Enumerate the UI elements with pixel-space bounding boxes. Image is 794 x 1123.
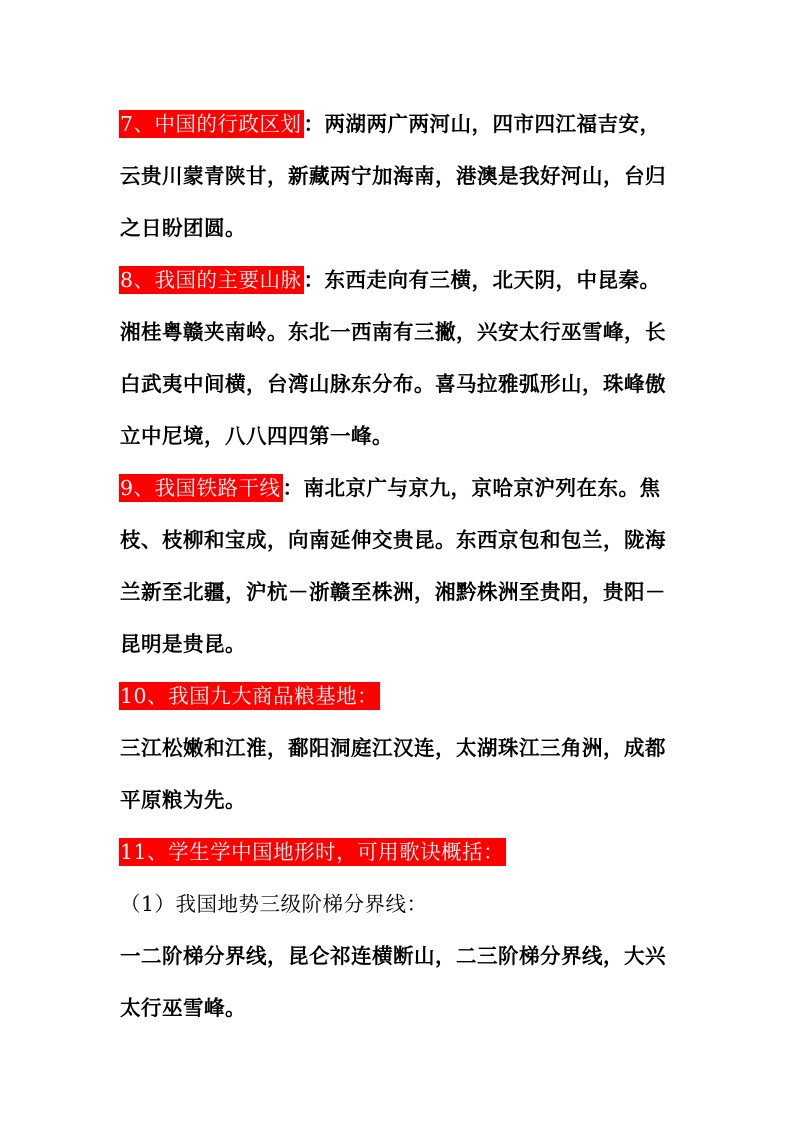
section-7-heading-suffix: ：两湖两广两河山，四市四江福吉安， [303, 112, 661, 136]
section-9-line-3: 昆明是贵昆。 [120, 632, 246, 656]
section-11-heading: 11、学生学中国地形时，可用歌诀概括： [120, 840, 505, 864]
section-11-sub-heading: （1）我国地势三级阶梯分界线： [120, 892, 428, 916]
document-page [120, 104, 680, 1040]
section-10-line-2: 平原粮为先。 [120, 788, 246, 812]
section-7-heading: 7、中国的行政区划 [120, 112, 302, 136]
section-10-line-1: 三江松嫩和江淮，鄱阳洞庭江汉连，太湖珠江三角洲，成都 [120, 736, 666, 760]
section-8-heading-suffix: ：东西走向有三横，北天阴，中昆秦。 [303, 268, 661, 292]
section-11-line-1: 一二阶梯分界线，昆仑祁连横断山，二三阶梯分界线，大兴 [120, 944, 666, 968]
section-8-heading-line [120, 260, 680, 312]
section-11-line-2: 太行巫雪峰。 [120, 996, 246, 1020]
section-7-line-1: 云贵川蒙青陕甘，新藏两宁加海南，港澳是我好河山，台归 [120, 164, 666, 188]
section-7-heading-line [120, 104, 680, 156]
section-9-heading-line [120, 468, 680, 520]
section-9-line-2: 兰新至北疆，沪杭－浙赣至株洲，湘黔株洲至贵阳，贵阳－ [120, 580, 666, 604]
section-9-heading-suffix: ：南北京广与京九，京哈京沪列在东。焦 [282, 476, 661, 500]
section-10-heading-line [120, 676, 680, 728]
section-11-heading-line [120, 832, 680, 884]
section-8-line-3: 立中尼境，八八四四第一峰。 [120, 424, 393, 448]
section-8-heading: 8、我国的主要山脉 [120, 268, 302, 292]
section-8-line-2: 白武夷中间横，台湾山脉东分布。喜马拉雅弧形山，珠峰傲 [120, 372, 666, 396]
section-7-line-2: 之日盼团圆。 [120, 216, 246, 240]
section-8-line-1: 湘桂粤赣夹南岭。东北一西南有三撇，兴安太行巫雪峰，长 [120, 320, 666, 344]
section-10-heading: 10、我国九大商品粮基地： [120, 684, 379, 708]
section-9-heading: 9、我国铁路干线 [120, 476, 281, 500]
section-9-line-1: 枝、枝柳和宝成，向南延伸交贵昆。东西京包和包兰，陇海 [120, 528, 666, 552]
